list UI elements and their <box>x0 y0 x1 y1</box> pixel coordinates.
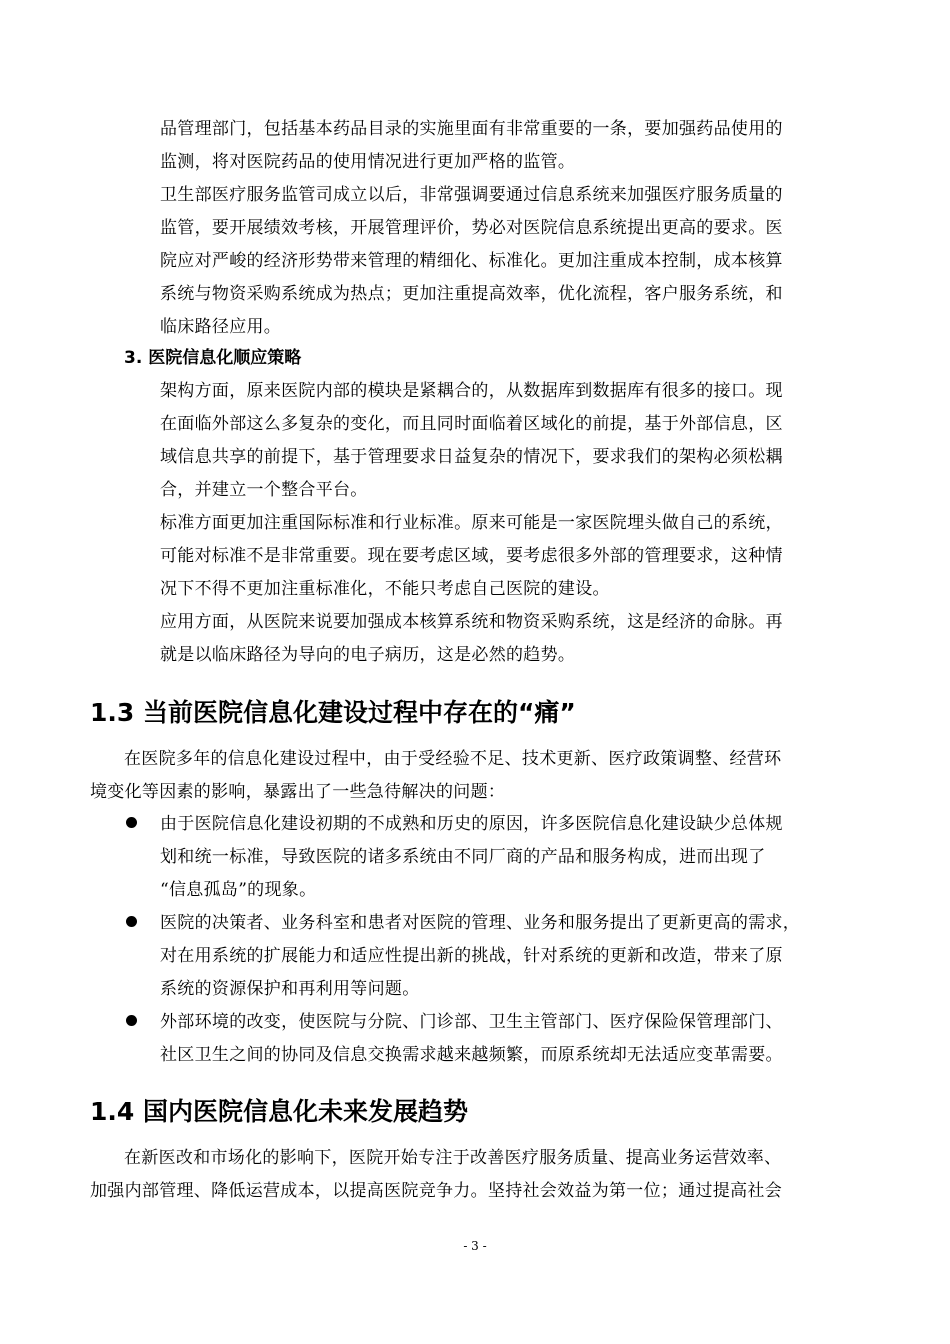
paragraph-line: 况下不得不更加注重标准化，不能只考虑自己医院的建设。 <box>160 579 610 599</box>
paragraph-line: 可能对标准不是非常重要。现在要考虑区域，要考虑很多外部的管理要求，这种情 <box>160 546 783 566</box>
paragraph-line: 境变化等因素的影响，暴露出了一些急待解决的问题： <box>90 782 506 802</box>
paragraph-line: 加强内部管理、降低运营成本，以提高医院竞争力。坚持社会效益为第一位；通过提高社会 <box>90 1181 782 1201</box>
paragraph-line: 卫生部医疗服务监管司成立以后，非常强调要通过信息系统来加强医疗服务质量的 <box>160 185 783 205</box>
bullet-icon <box>126 1015 137 1026</box>
paragraph-line: 域信息共享的前提下，基于管理要求日益复杂的情况下，要求我们的架构必须松耦 <box>160 447 783 467</box>
paragraph-line: 在新医改和市场化的影响下，医院开始专注于改善医疗服务质量、提高业务运营效率、 <box>124 1148 782 1168</box>
list-item-line: “信息孤岛”的现象。 <box>160 880 317 900</box>
list-item-line: 对在用系统的扩展能力和适应性提出新的挑战，针对系统的更新和改造，带来了原 <box>160 946 783 966</box>
paragraph-line: 在医院多年的信息化建设过程中，由于受经验不足、技术更新、医疗政策调整、经营环 <box>124 749 782 769</box>
paragraph-line: 就是以临床路径为导向的电子病历，这是必然的趋势。 <box>160 645 576 665</box>
paragraph-line: 在面临外部这么多复杂的变化，而且同时面临着区域化的前提，基于外部信息，区 <box>160 414 783 434</box>
paragraph-line: 品管理部门，包括基本药品目录的实施里面有非常重要的一条，要加强药品使用的 <box>160 119 783 139</box>
paragraph-line: 临床路径应用。 <box>160 317 282 337</box>
list-item-line: 系统的资源保护和再利用等问题。 <box>160 979 420 999</box>
paragraph-line: 系统与物资采购系统成为热点；更加注重提高效率，优化流程，客户服务系统，和 <box>160 284 783 304</box>
section-heading: 1.3 当前医院信息化建设过程中存在的“痛” <box>90 698 576 727</box>
paragraph-line: 院应对严峻的经济形势带来管理的精细化、标准化。更加注重成本控制，成本核算 <box>160 251 783 271</box>
paragraph-line: 标准方面更加注重国际标准和行业标准。原来可能是一家医院埋头做自己的系统， <box>160 513 783 533</box>
paragraph-line: 监管，要开展绩效考核，开展管理评价，势必对医院信息系统提出更高的要求。医 <box>160 218 783 238</box>
page-number: - 3 - <box>463 1239 487 1253</box>
bullet-icon <box>126 817 137 828</box>
paragraph-line: 合，并建立一个整合平台。 <box>160 480 368 500</box>
paragraph-line: 监测，将对医院药品的使用情况进行更加严格的监管。 <box>160 152 576 172</box>
list-item-line: 由于医院信息化建设初期的不成熟和历史的原因，许多医院信息化建设缺少总体规 <box>160 814 783 834</box>
list-item-line: 划和统一标准，导致医院的诸多系统由不同厂商的产品和服务构成，进而出现了 <box>160 847 766 867</box>
list-item-line: 外部环境的改变，使医院与分院、门诊部、卫生主管部门、医疗保险保管理部门、 <box>160 1012 783 1032</box>
list-item-line: 医院的决策者、业务科室和患者对医院的管理、业务和服务提出了更新更高的需求， <box>160 913 801 933</box>
paragraph-line: 应用方面，从医院来说要加强成本核算系统和物资采购系统，这是经济的命脉。再 <box>160 612 783 632</box>
list-item-line: 社区卫生之间的协同及信息交换需求越来越频繁，而原系统却无法适应变革需要。 <box>160 1045 783 1065</box>
section-heading: 1.4 国内医院信息化未来发展趋势 <box>90 1097 468 1126</box>
subheading: 3. 医院信息化顺应策略 <box>124 348 302 368</box>
paragraph-line: 架构方面，原来医院内部的模块是紧耦合的，从数据库到数据库有很多的接口。现 <box>160 381 783 401</box>
bullet-icon <box>126 916 137 927</box>
